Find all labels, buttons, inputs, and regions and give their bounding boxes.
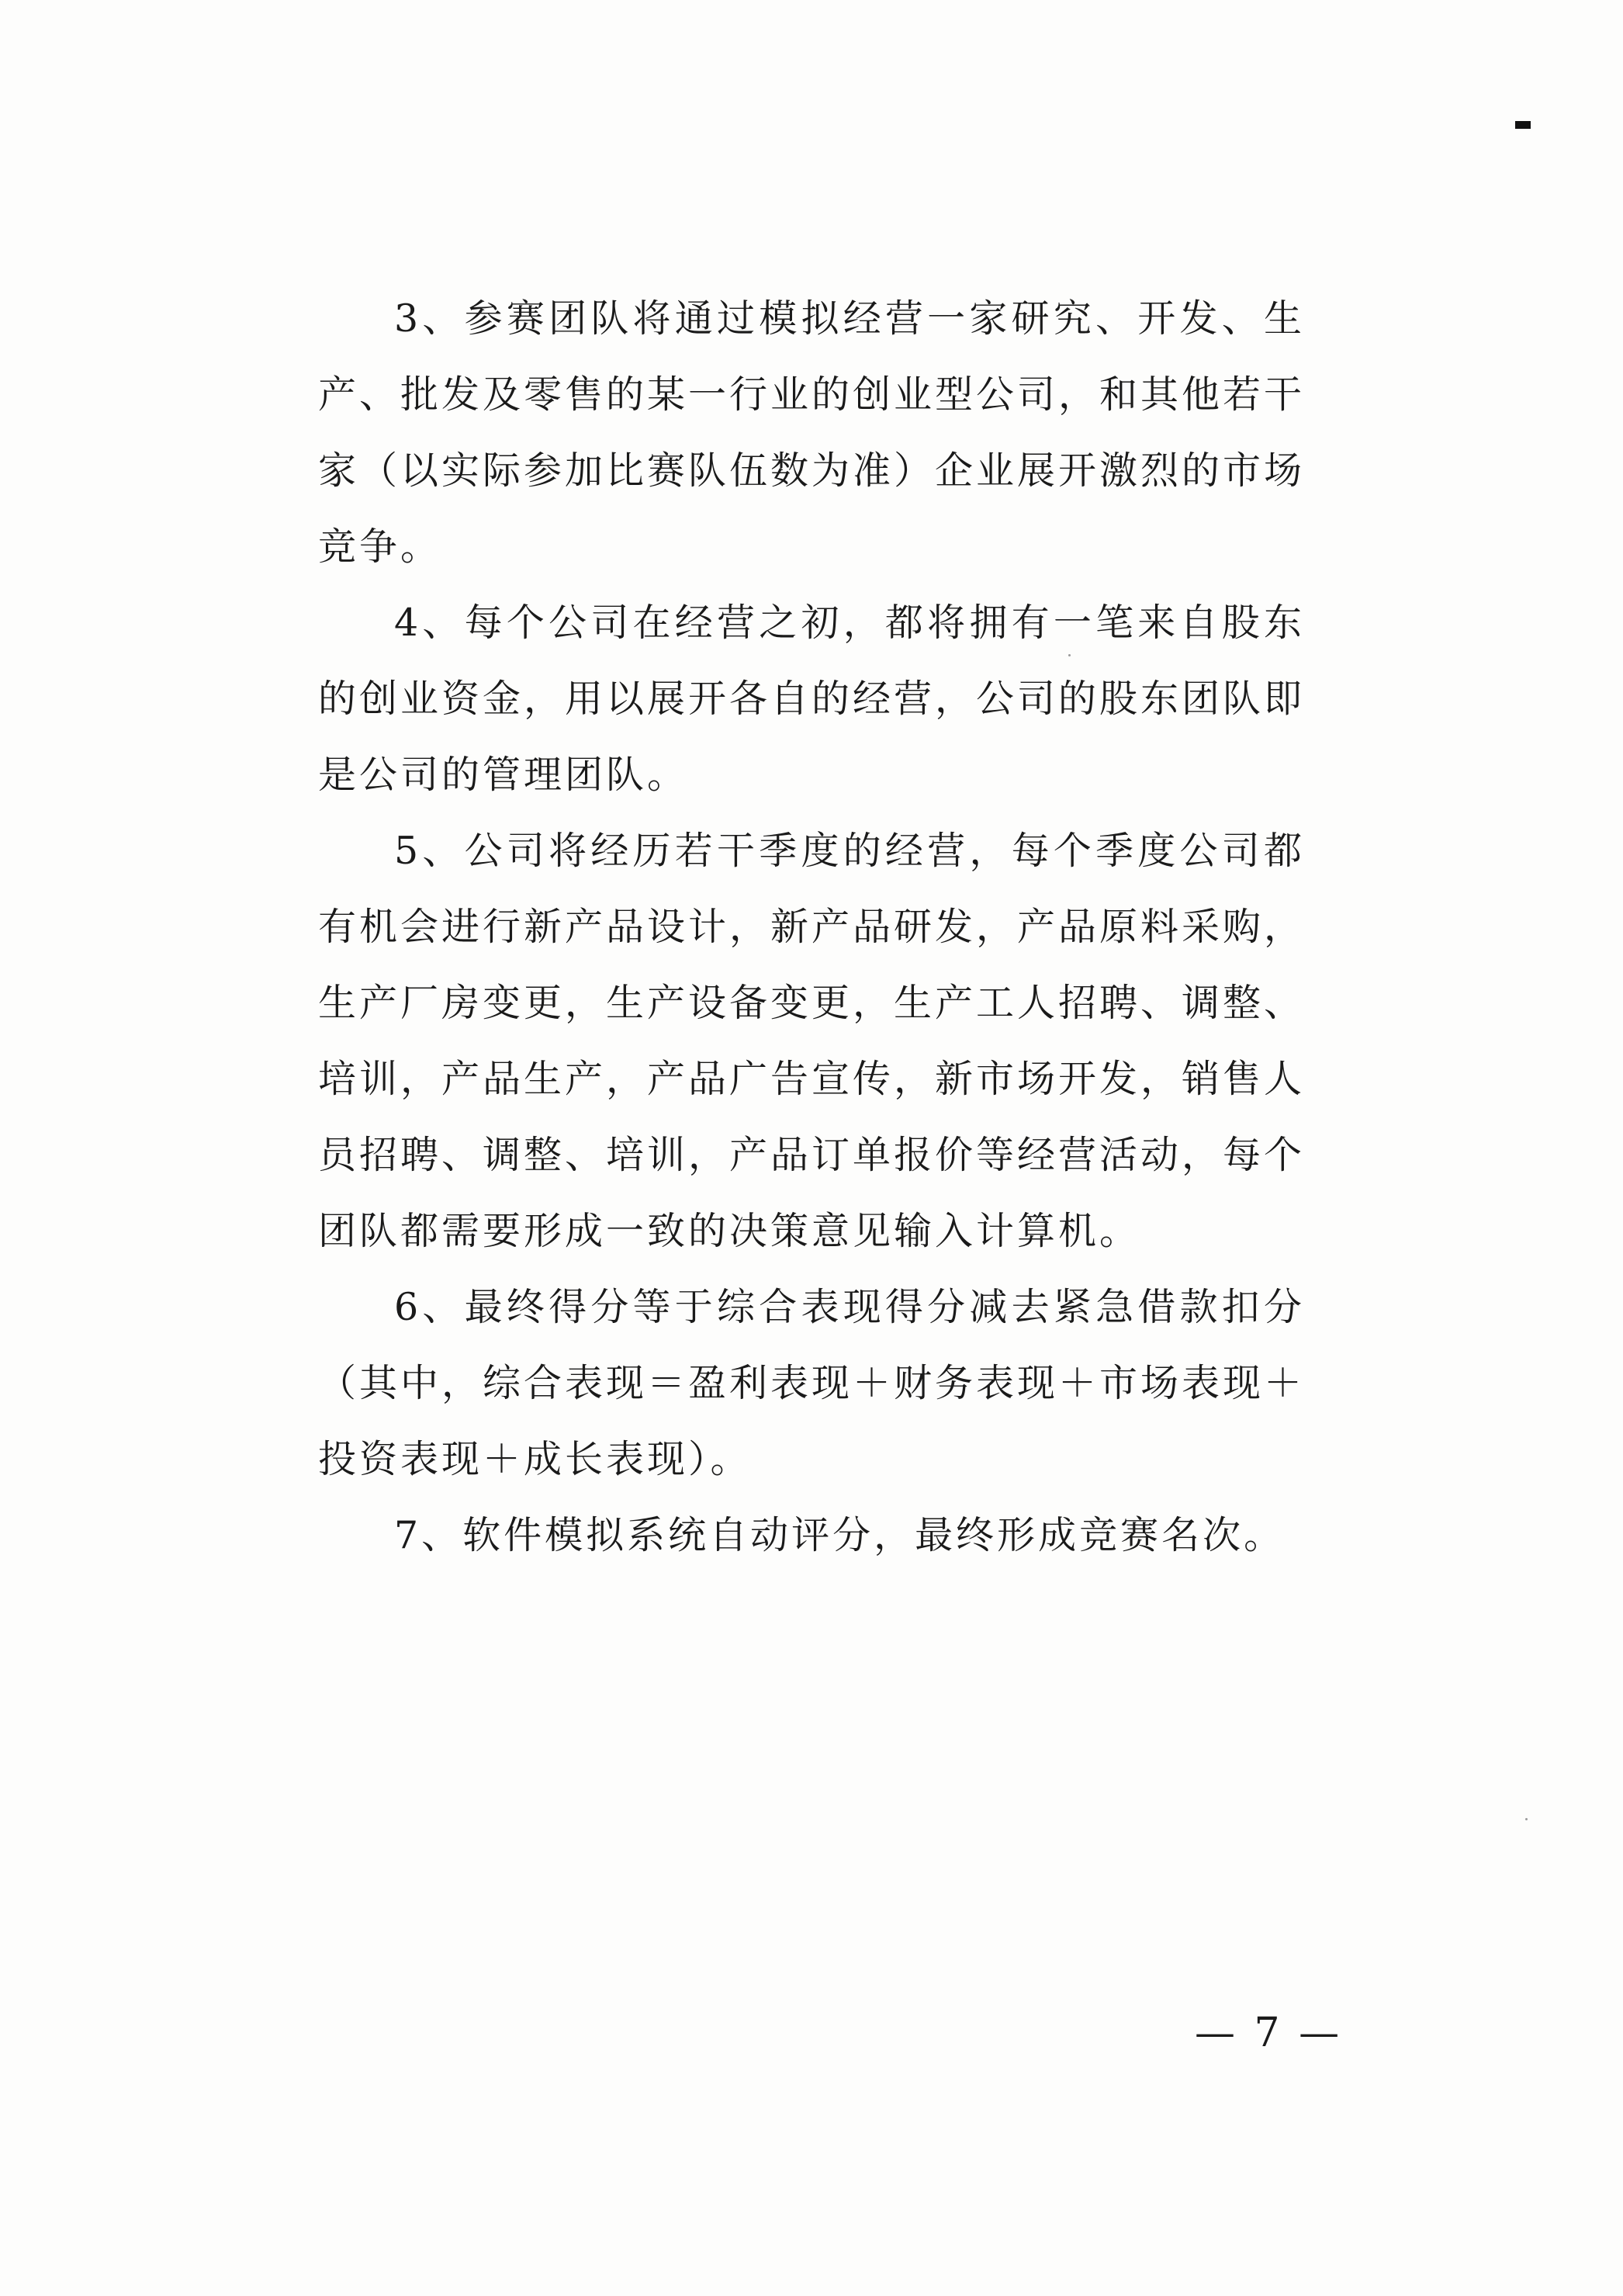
- paragraph-4: 4、每个公司在经营之初，都将拥有一笔来自股东的创业资金，用以展开各自的经营，公司的股东团队即是公司的管理团队。: [318, 601, 1306, 797]
- paragraph-3: 3、参赛团队将通过模拟经营一家研究、开发、生产、批发及零售的某一行业的创业型公司，和其他若干家（以实际参加比赛队伍数为准）企业展开激烈的市场竞争。: [318, 296, 1306, 569]
- scan-speck: [1525, 1818, 1528, 1820]
- scan-mark: [1515, 121, 1531, 129]
- paragraph-7: 7、软件模拟系统自动评分，最终形成竞赛名次。: [394, 1513, 1286, 1557]
- document-body: [318, 281, 1305, 1574]
- page-number: — 7 —: [1195, 2010, 1343, 2056]
- paragraph-6: 6、最终得分等于综合表现得分减去紧急借款扣分（其中，综合表现＝盈利表现＋财务表现＋市场表现＋投资表现＋成长表现）。: [318, 1285, 1306, 1481]
- paragraph-5: 5、公司将经历若干季度的经营，每个季度公司都有机会进行新产品设计，新产品研发，产品原料采购，生产厂房变更，生产设备变更，生产工人招聘、调整、培训，产品生产，产品广告宣传，新市场开发，销售人员招聘、调整、培训，产品订单报价等经营活动，每个团队都需要形成一致的决策意见输入计算机。: [318, 829, 1306, 1253]
